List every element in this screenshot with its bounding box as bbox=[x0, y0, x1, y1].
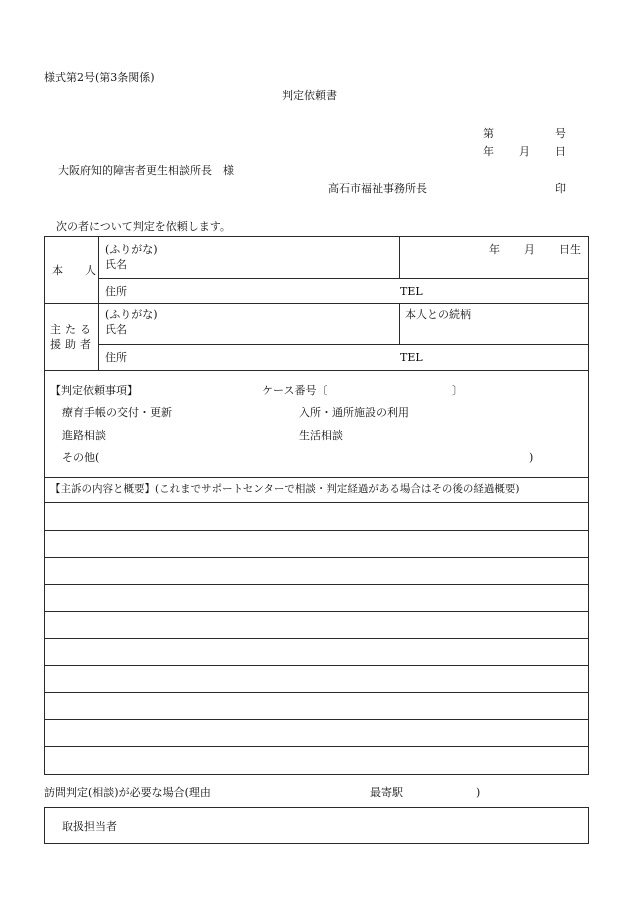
helper-tel-label: TEL bbox=[400, 351, 423, 364]
request-heading: 【判定依頼事項】 bbox=[50, 384, 138, 397]
person-name-label: 氏名 bbox=[105, 258, 127, 271]
helper-row-label-line2: 援助者 bbox=[50, 338, 95, 351]
helper-row-label-line1: 主たる bbox=[50, 323, 95, 336]
blank-line bbox=[44, 530, 589, 531]
date-month-label: 月 bbox=[519, 145, 530, 158]
helper-address-label: 住所 bbox=[105, 351, 127, 364]
row-divider bbox=[44, 477, 589, 478]
request-item-facility: 入所・通所施設の利用 bbox=[299, 406, 409, 419]
request-item-living: 生活相談 bbox=[299, 429, 343, 442]
nearest-station-label: 最寄駅 bbox=[370, 786, 403, 799]
intro-text: 次の者について判定を依頼します。 bbox=[56, 220, 231, 233]
addressee: 大阪府知的障害者更生相談所長 様 bbox=[58, 164, 234, 177]
handler-box bbox=[44, 807, 589, 844]
seal-label: 印 bbox=[555, 182, 566, 195]
blank-line bbox=[44, 665, 589, 666]
complaint-heading: 【主訴の内容と概要】(これまでサポートセンターで相談・判定経過がある場合はその後の経過概要) bbox=[50, 483, 520, 495]
case-number-label: ケース番号〔 bbox=[262, 384, 328, 397]
blank-line bbox=[44, 611, 589, 612]
blank-line bbox=[44, 638, 589, 639]
row-divider bbox=[44, 502, 589, 503]
person-address-label: 住所 bbox=[105, 285, 127, 298]
birth-month-label: 月 bbox=[524, 243, 535, 256]
row-divider bbox=[98, 278, 589, 279]
number-suffix: 号 bbox=[555, 127, 566, 140]
row-divider bbox=[98, 344, 589, 345]
row-divider bbox=[44, 370, 589, 371]
sender: 高石市福祉事務所長 bbox=[328, 182, 427, 195]
visit-close: ) bbox=[476, 786, 481, 799]
helper-furigana-label: (ふりがな) bbox=[105, 308, 158, 321]
blank-line bbox=[44, 746, 589, 747]
person-furigana-label: (ふりがな) bbox=[105, 243, 158, 256]
blank-line bbox=[44, 692, 589, 693]
form-number: 様式第2号(第3条関係) bbox=[44, 71, 155, 84]
request-item-other: その他( bbox=[62, 451, 100, 464]
helper-name-label: 氏名 bbox=[105, 323, 127, 336]
date-year-label: 年 bbox=[483, 145, 494, 158]
date-day-label: 日 bbox=[555, 145, 566, 158]
handler-label: 取扱担当者 bbox=[62, 820, 117, 833]
number-prefix: 第 bbox=[483, 127, 494, 140]
helper-relation-label: 本人との続柄 bbox=[405, 308, 471, 321]
blank-line bbox=[44, 557, 589, 558]
document-title: 判定依頼書 bbox=[282, 89, 337, 102]
person-row-label: 本 人 bbox=[52, 264, 96, 277]
request-item-other-close: ) bbox=[529, 451, 534, 464]
birthdate-divider bbox=[399, 236, 400, 278]
blank-line bbox=[44, 719, 589, 720]
person-tel-label: TEL bbox=[400, 285, 423, 298]
row-divider bbox=[44, 303, 589, 304]
request-item-career: 進路相談 bbox=[62, 429, 106, 442]
case-number-close: 〕 bbox=[452, 384, 463, 397]
blank-line bbox=[44, 584, 589, 585]
relation-divider bbox=[399, 303, 400, 344]
label-column-divider bbox=[98, 236, 99, 370]
request-item-handbook: 療育手帳の交付・更新 bbox=[62, 406, 172, 419]
birth-year-label: 年 bbox=[489, 243, 500, 256]
visit-reason-label: 訪問判定(相談)が必要な場合(理由 bbox=[44, 786, 211, 799]
birth-day-label: 日生 bbox=[559, 243, 581, 256]
